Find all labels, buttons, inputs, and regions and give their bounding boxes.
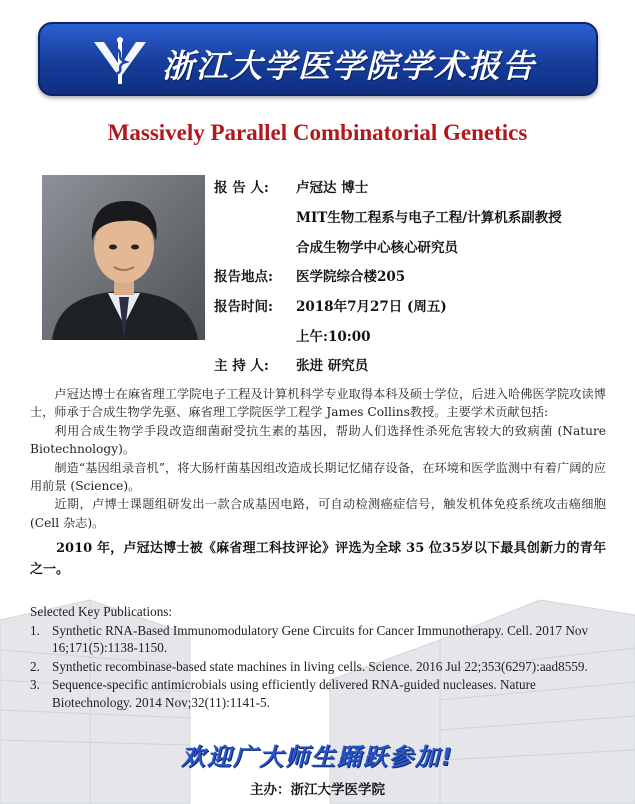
speaker-bio (30, 385, 606, 580)
speaker-label: 报 告 人: (214, 180, 269, 196)
host-row (214, 354, 368, 374)
header-banner (38, 22, 598, 96)
talk-title: Massively Parallel Combinatorial Genetics (107, 120, 528, 145)
welcome-slogan: 欢迎广大师生踊跃参加! (181, 743, 454, 771)
speaker-row (214, 176, 368, 196)
publication-item: 3. Sequence-specific antimicrobials using efficiently delivered RNA-guided nucleases. Nature Biotechnology. 2014 Nov;32(11):1141-5. (30, 677, 536, 710)
bio-paragraph: 制造“基因组录音机”，将大肠杆菌基因组改造成长期记忆储存设备，在环境和医学监测中有着广阔的应用前景 (Science)。 (30, 460, 606, 494)
publication-item: 1. Synthetic RNA-Based Immunomodulatory Gene Circuits for Cancer Immunotherapy. Cell. 2017 Nov 16;171(5):1138-1150. (30, 622, 589, 655)
location-value: 医学院综合楼205 (296, 269, 406, 285)
speaker-position-2: 合成生物学中心核心研究员 (296, 240, 458, 256)
host-value: 张进 研究员 (296, 358, 369, 374)
bio-paragraph: 近期，卢博士课题组研发出一款合成基因电路，可自动检测癌症信号，触发机体免疫系统攻击癌细胞 (Cell 杂志)。 (30, 497, 606, 530)
time-label: 报告时间: (214, 299, 273, 315)
speaker-name: 卢冠达 博士 (296, 180, 369, 196)
zju-medicine-emblem-icon (92, 34, 148, 88)
time-row (214, 295, 447, 315)
time-clock: 上午:10:00 (296, 329, 371, 345)
bio-paragraph: 卢冠达博士在麻省理工学院电子工程及计算机科学专业取得本科及硕士学位，后进入哈佛医学院攻读博士，师承于合成生物学先驱、麻省理工学院医学工程学 James Collins教授。主要学术贡献包括: (30, 387, 606, 420)
bio-paragraph: 利用合成生物学手段改造细菌耐受抗生素的基因，帮助人们选择性杀死危害较大的致病菌 (Nature Biotechnology)。 (30, 423, 606, 457)
time-date: 2018年7月27日 (周五) (296, 299, 447, 315)
publication-item: 2. Synthetic recombinase-based state machines in living cells. Science. 2016 Jul 22;353(6297):aad8559. (30, 658, 588, 674)
host-label: 主 持 人: (214, 358, 269, 374)
publications-heading: Selected Key Publications: (30, 604, 173, 619)
publication-list (30, 622, 610, 712)
speaker-photo (42, 175, 205, 340)
speaker-position-1: MIT生物工程系与电子工程/计算机系副教授 (296, 210, 562, 226)
location-row (214, 265, 405, 285)
banner-title: 浙江大学医学院学术报告 (162, 47, 537, 85)
sponsor-line: 主办：浙江大学医学院 (250, 782, 385, 798)
publications (30, 603, 610, 711)
location-label: 报告地点: (214, 269, 273, 285)
bio-award: 2010 年，卢冠达博士被《麻省理工科技评论》评选为全球 35 位35岁以下最具创新力的青年之一。 (30, 541, 606, 578)
